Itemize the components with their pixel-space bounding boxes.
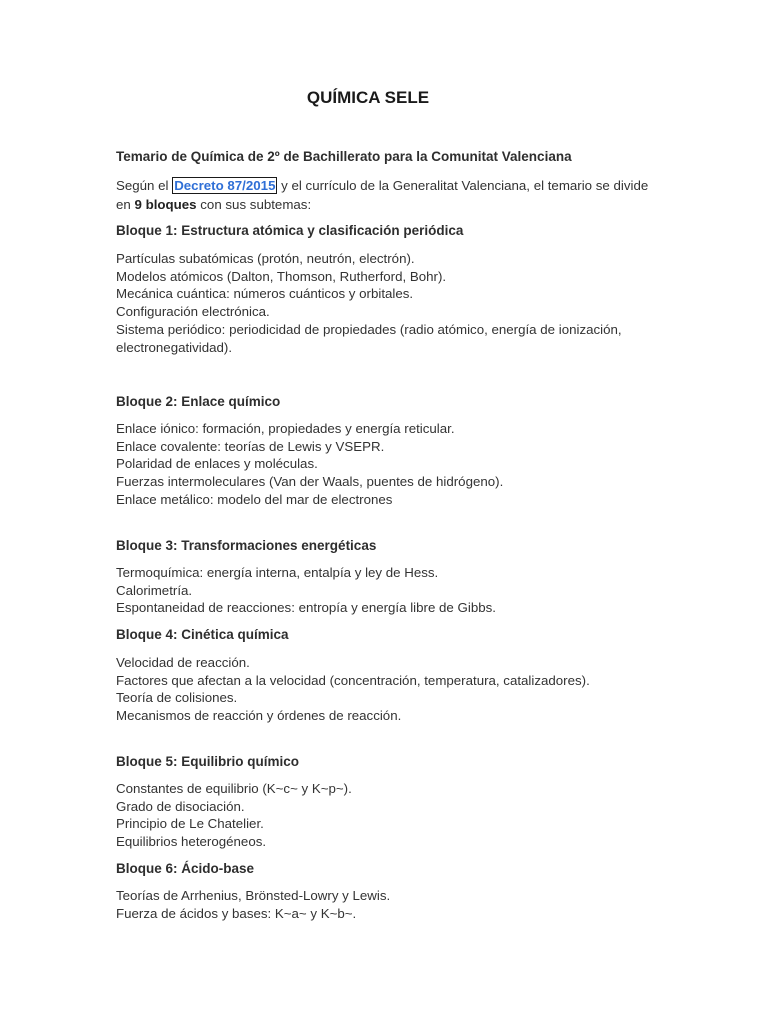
list-item: Mecánica cuántica: números cuánticos y orbitales. xyxy=(116,286,414,302)
block-2-heading: Bloque 2: Enlace químico xyxy=(116,394,281,409)
document-subtitle: Temario de Química de 2º de Bachillerato para la Comunitat Valenciana xyxy=(116,149,572,164)
list-item: Polaridad de enlaces y moléculas. xyxy=(116,456,318,472)
list-item: Espontaneidad de reacciones: entropía y energía libre de Gibbs. xyxy=(116,600,496,616)
list-item: Velocidad de reacción. xyxy=(116,655,250,670)
list-item: Fuerza de ácidos y bases: K~a~ y K~b~. xyxy=(116,905,357,921)
block-1-list xyxy=(116,250,651,356)
page-title: QUÍMICA SELE xyxy=(306,88,430,107)
block-6-heading: Bloque 6: Ácido-base xyxy=(116,861,255,876)
block-2-list xyxy=(116,420,651,509)
list-item: Termoquímica: energía interna, entalpía y ley de Hess. xyxy=(116,565,439,580)
list-item: Modelos atómicos (Dalton, Thomson, Rutherford, Bohr). xyxy=(116,268,447,284)
list-item: Partículas subatómicas (protón, neutrón, electrón). xyxy=(116,251,415,266)
list-item: Constantes de equilibrio (K~c~ y K~p~). xyxy=(116,781,352,796)
block-1-heading: Bloque 1: Estructura atómica y clasificación periódica xyxy=(116,223,464,238)
intro-text-middle: y el currículo de la Generalitat Valenciana, el temario se divide en xyxy=(116,178,649,212)
list-item: Sistema periódico: periodicidad de propiedades (radio atómico, energía de ionización, electronegatividad). xyxy=(116,321,622,355)
intro-paragraph xyxy=(116,176,651,214)
list-item: Configuración electrónica. xyxy=(116,304,270,320)
block-3-heading: Bloque 3: Transformaciones energéticas xyxy=(116,538,377,553)
list-item: Principio de Le Chatelier. xyxy=(116,816,264,832)
list-item: Mecanismos de reacción y órdenes de reacción. xyxy=(116,708,402,724)
list-item: Equilibrios heterogéneos. xyxy=(116,834,267,850)
list-item: Enlace covalente: teorías de Lewis y VSEPR. xyxy=(116,438,385,454)
intro-text-start: Según el xyxy=(116,178,173,193)
intro-text-end: con sus subtemas: xyxy=(196,197,312,212)
list-item: Grado de disociación. xyxy=(116,798,245,814)
block-3-list xyxy=(116,564,651,617)
block-6-list xyxy=(116,887,651,922)
list-item: Teoría de colisiones. xyxy=(116,690,238,706)
block-5-heading: Bloque 5: Equilibrio químico xyxy=(116,754,300,769)
list-item: Calorimetría. xyxy=(116,582,193,598)
block-5-list xyxy=(116,780,651,851)
list-item: Factores que afectan a la velocidad (concentración, temperatura, catalizadores). xyxy=(116,672,590,688)
block-4-heading: Bloque 4: Cinética química xyxy=(116,627,289,642)
intro-bold-count: 9 bloques xyxy=(134,197,197,212)
list-item: Enlace metálico: modelo del mar de electrones xyxy=(116,491,393,507)
block-4-list xyxy=(116,654,651,725)
list-item: Teorías de Arrhenius, Brönsted-Lowry y Lewis. xyxy=(116,888,391,903)
list-item: Enlace iónico: formación, propiedades y energía reticular. xyxy=(116,421,455,436)
decreto-link[interactable]: Decreto 87/2015 xyxy=(174,178,276,193)
list-item: Fuerzas intermoleculares (Van der Waals, puentes de hidrógeno). xyxy=(116,474,504,490)
